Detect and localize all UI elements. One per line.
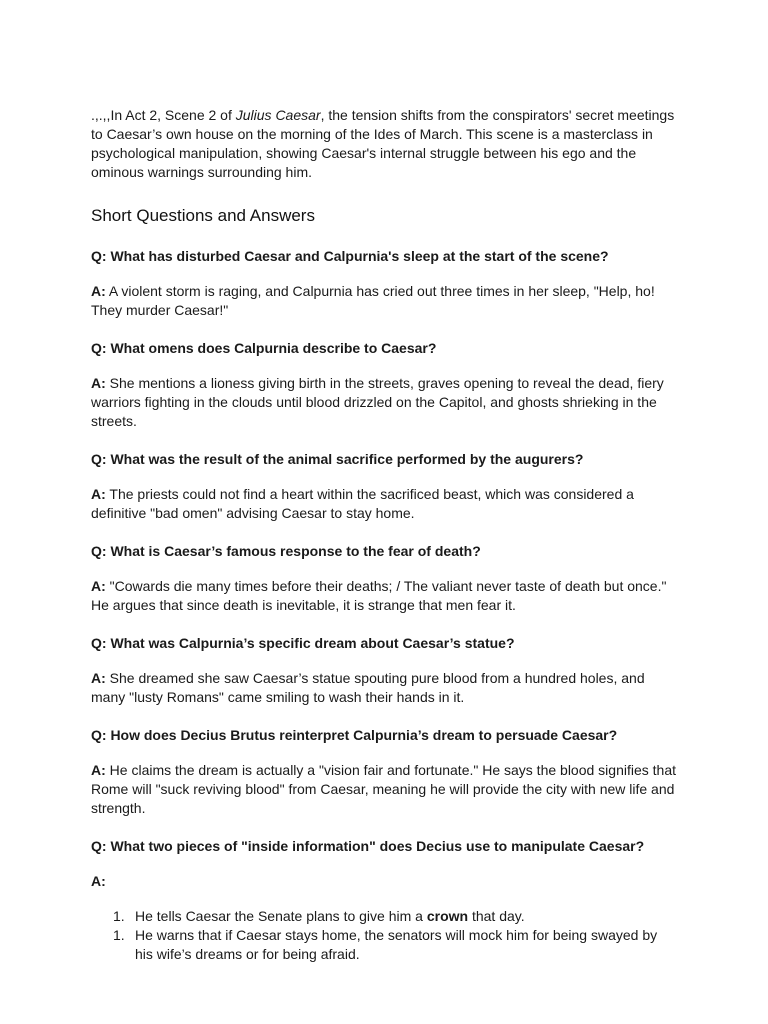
answer-text: She mentions a lioness giving birth in the streets, graves opening to reveal the dead, fiery warriors fighting in the clouds until blood drizzled on the Capitol, and ghosts shrieking in the streets. <box>91 375 664 429</box>
answer-label: A: <box>91 375 106 391</box>
intro-prefix: .,.,,In Act 2, Scene 2 of <box>91 107 236 123</box>
list-text-before: He warns that if Caesar stays home, the senators will mock him for being swayed by his wife’s dreams or for being afraid. <box>135 927 658 962</box>
answer-text: He claims the dream is actually a "vision fair and fortunate." He says the blood signifies that Rome will "suck reviving blood" from Caesar, meaning he will provide the city with new life and strength. <box>91 762 677 816</box>
play-title: Julius Caesar <box>235 107 321 123</box>
list-item <box>91 907 676 926</box>
question: Q: What is Caesar’s famous response to the fear of death? <box>91 543 481 559</box>
answer-text: A violent storm is raging, and Calpurnia has cried out three times in her sleep, "Help, ho! They murder Caesar!" <box>91 283 655 318</box>
list-text-after: that day. <box>468 908 525 924</box>
section-heading: Short Questions and Answers <box>91 206 315 225</box>
answer <box>91 374 676 431</box>
qa-item-5 <box>91 634 676 707</box>
answer-list <box>91 907 676 964</box>
list-text-before: He tells Caesar the Senate plans to give him a <box>135 908 427 924</box>
answer <box>91 485 676 523</box>
answer-label: A: <box>91 873 106 889</box>
qa-item-3 <box>91 450 676 523</box>
answer-label: A: <box>91 762 106 778</box>
answer-text: The priests could not find a heart within the sacrificed beast, which was considered a definitive "bad omen" advising Caesar to stay home. <box>91 486 634 521</box>
list-number: 1. <box>113 908 125 924</box>
question: Q: What was Calpurnia’s specific dream about Caesar’s statue? <box>91 635 515 651</box>
answer-label: A: <box>91 486 106 502</box>
question: Q: What has disturbed Caesar and Calpurnia's sleep at the start of the scene? <box>91 248 609 264</box>
qa-item-2 <box>91 339 676 431</box>
qa-item-6 <box>91 726 676 818</box>
answer-text: She dreamed she saw Caesar’s statue spouting pure blood from a hundred holes, and many "lusty Romans" came smiling to wash their hands in it. <box>91 670 645 705</box>
answer-label: A: <box>91 283 106 299</box>
answer <box>91 872 676 891</box>
answer-label: A: <box>91 578 106 594</box>
question: Q: How does Decius Brutus reinterpret Calpurnia’s dream to persuade Caesar? <box>91 727 618 743</box>
answer <box>91 577 676 615</box>
answer <box>91 282 676 320</box>
qa-item-1 <box>91 247 676 320</box>
answer <box>91 669 676 707</box>
list-text-bold: crown <box>426 908 469 924</box>
question: Q: What was the result of the animal sacrifice performed by the augurers? <box>91 451 584 467</box>
question: Q: What omens does Calpurnia describe to Caesar? <box>91 340 437 356</box>
answer-label: A: <box>91 670 106 686</box>
qa-item-4 <box>91 542 676 615</box>
list-number: 1. <box>113 927 125 943</box>
qa-item-7 <box>91 837 676 964</box>
intro-suffix: , the tension shifts from the conspirators' secret meetings to Caesar’s own house on the morning of the Ides of March. This scene is a masterclass in psychological manipulation, showing Caesar's internal struggle between his ego and the ominous warnings surrounding him. <box>91 107 675 180</box>
question: Q: What two pieces of "inside information" does Decius use to manipulate Caesar? <box>91 838 645 854</box>
answer <box>91 761 676 818</box>
intro-paragraph <box>91 106 676 182</box>
answer-text: "Cowards die many times before their deaths; / The valiant never taste of death but once." He argues that since death is inevitable, it is strange that men fear it. <box>91 578 667 613</box>
list-item <box>91 926 676 964</box>
